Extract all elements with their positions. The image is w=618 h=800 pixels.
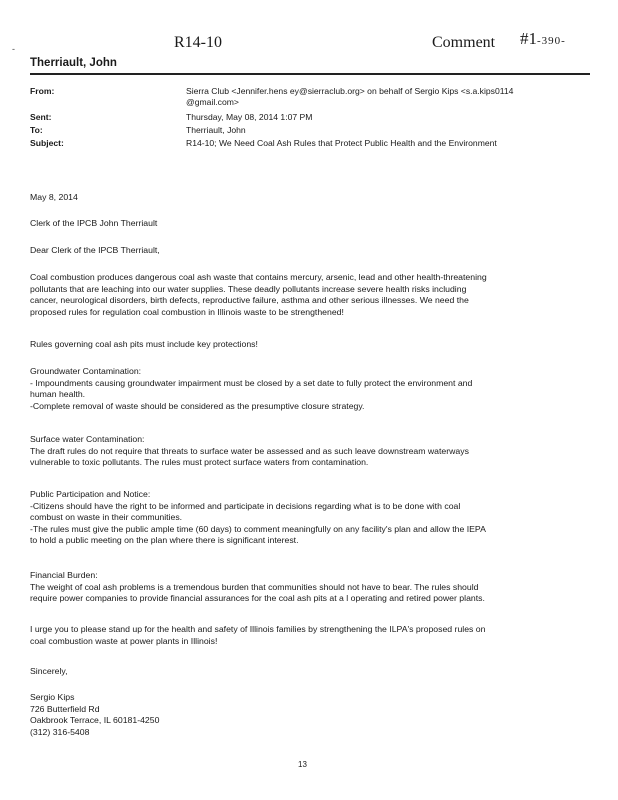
text-line: Oakbrook Terrace, IL 60181-4250	[30, 715, 160, 725]
paragraph-closing	[30, 624, 590, 647]
text-line: -Citizens should have the right to be informed and participate in decisions regarding what is to be done with coal	[30, 500, 461, 511]
section-financial-burden	[30, 570, 590, 605]
letter-addressee: Clerk of the IPCB John Therriault	[30, 218, 158, 228]
letter-signoff: Sincerely,	[30, 666, 68, 676]
comment-number-suffix: -390-	[537, 35, 566, 47]
subject-value: R14-10; We Need Coal Ash Rules that Protect Public Health and the Environment	[186, 138, 497, 148]
text-line: The draft rules do not require that threats to surface water be assessed and as such leave downstream waterways	[30, 445, 469, 456]
recipient-name: Therriault, John	[30, 57, 117, 69]
letter-salutation: Dear Clerk of the IPCB Therriault,	[30, 245, 160, 255]
header-divider	[30, 73, 590, 75]
from-value	[186, 86, 586, 108]
subject-label: Subject:	[30, 138, 64, 148]
from-label: From:	[30, 86, 55, 96]
text-line: Surface water Contamination:	[30, 434, 145, 444]
comment-number	[520, 29, 566, 49]
to-value: Therriault, John	[186, 125, 246, 135]
text-line: coal combustion waste at power plants in Illinois!	[30, 635, 218, 646]
text-line: -Complete removal of waste should be considered as the presumptive closure strategy.	[30, 400, 365, 411]
comment-stamp-label: Comment	[432, 34, 496, 51]
sent-value: Thursday, May 08, 2014 1:07 PM	[186, 112, 313, 122]
from-value-line: @gmail.com>	[186, 97, 239, 107]
text-line: Public Participation and Notice:	[30, 489, 151, 499]
text-line: human health.	[30, 389, 86, 399]
text-line: 726 Butterfield Rd	[30, 703, 100, 714]
text-line: Groundwater Contamination:	[30, 366, 142, 376]
text-line: -The rules must give the public ample time (60 days) to comment meaningfully on any facility's plan and allow the IEPA	[30, 523, 486, 534]
text-line: vulnerable to toxic pollutants. The rules must protect surface waters from contamination.	[30, 457, 369, 467]
paragraph-protections: Rules governing coal ash pits must include key protections!	[30, 339, 258, 349]
text-line: I urge you to please stand up for the health and safety of Illinois families by strengthening the ILPA's proposed rules on	[30, 624, 486, 634]
section-groundwater	[30, 366, 590, 412]
from-value-line: Sierra Club <Jennifer.hens ey@sierraclub.org> on behalf of Sergio Kips <s.a.kips0114	[186, 86, 514, 96]
text-line: Financial Burden:	[30, 570, 98, 580]
section-public-participation	[30, 489, 590, 547]
margin-dash: -	[12, 44, 15, 54]
text-line: Sergio Kips	[30, 692, 75, 702]
docket-stamp: R14-10	[174, 34, 222, 51]
paragraph-intro	[30, 272, 590, 318]
text-line: (312) 316-5408	[30, 726, 90, 737]
text-line: The weight of coal ash problems is a tremendous burden that communities should not have to bear. The rules should	[30, 581, 479, 592]
sent-label: Sent:	[30, 112, 52, 122]
text-line: cancer, neurological disorders, birth defects, reproductive failure, asthma and other serious illnesses. We need the	[30, 295, 469, 305]
text-line: combust on waste in their communities.	[30, 512, 183, 522]
text-line: proposed rules for regulation coal combustion in Illinois waste to be strengthened!	[30, 306, 344, 317]
text-line: Coal combustion produces dangerous coal ash waste that contains mercury, arsenic, lead and other health-threatening	[30, 272, 487, 282]
to-label: To:	[30, 125, 43, 135]
page-number: 13	[298, 760, 307, 769]
text-line: require power companies to provide financial assurances for the coal ash pits at a l operating and retired power plants.	[30, 593, 485, 603]
signature-block	[30, 692, 590, 738]
text-line: - Impoundments causing groundwater impairment must be closed by a set date to fully protect the environment and	[30, 377, 473, 388]
section-surface-water	[30, 434, 590, 469]
text-line: pollutants that are leaching into our water supplies. These deadly pollutants increase severe health risks including	[30, 283, 467, 294]
comment-number-main: #1	[520, 29, 537, 48]
letter-date: May 8, 2014	[30, 192, 78, 202]
text-line: to hold a public meeting on the plan where there is significant interest.	[30, 535, 299, 545]
